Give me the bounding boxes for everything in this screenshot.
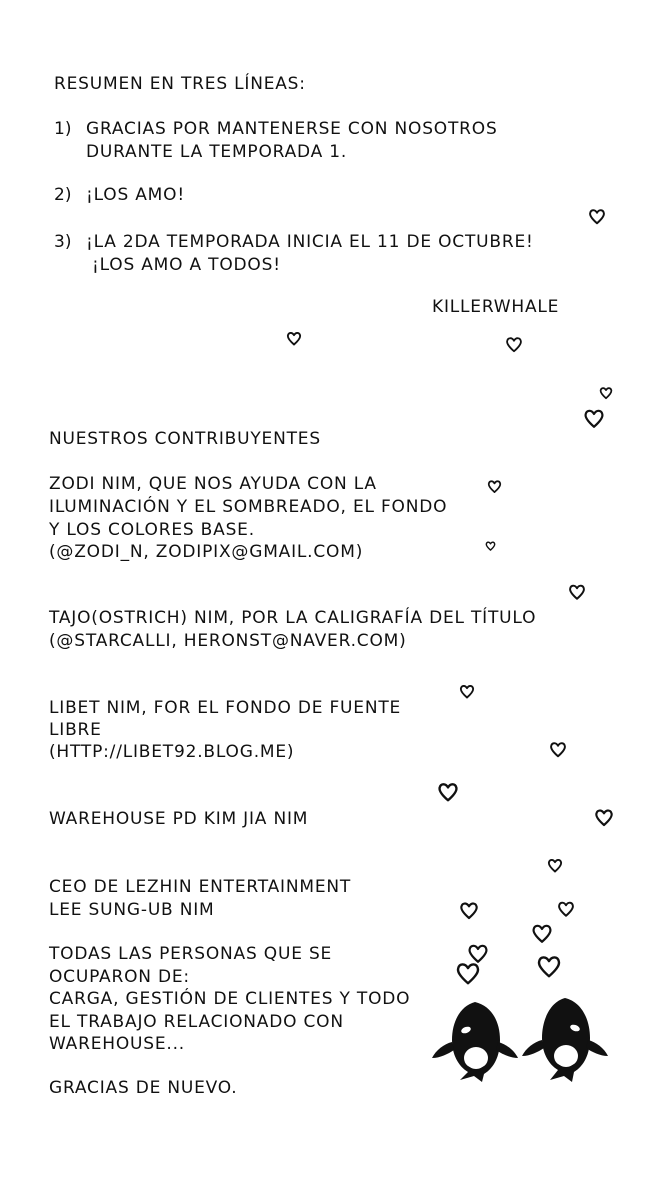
heart-icon xyxy=(549,741,567,758)
heart-icon xyxy=(487,479,502,494)
summary-item-1-line1: GRACIAS POR MANTENERSE CON NOSOTROS xyxy=(86,119,498,139)
heart-icon xyxy=(286,331,302,346)
summary-item-1-line2: DURANTE LA TEMPORADA 1. xyxy=(86,142,348,162)
summary-item-3-line1: ¡LA 2DA TEMPORADA INICIA EL 11 DE OCTUBRE! xyxy=(86,232,534,252)
summary-item-2-number: 2) xyxy=(54,185,72,205)
heart-icon xyxy=(536,954,562,979)
heart-icon xyxy=(594,808,614,827)
heart-icon xyxy=(568,583,586,601)
libet-line1: LIBET NIM, FOR EL FONDO DE FUENTE xyxy=(49,698,402,718)
staff-line2: OCUPARON DE: xyxy=(49,967,190,987)
ceo-line1: CEO DE LEZHIN ENTERTAINMENT xyxy=(49,877,352,897)
staff-line1: TODAS LAS PERSONAS QUE SE xyxy=(49,944,333,964)
staff-line5: WAREHOUSE... xyxy=(49,1034,186,1054)
heart-icon xyxy=(459,684,475,699)
summary-item-1-number: 1) xyxy=(54,119,72,139)
zodi-line1: ZODI NIM, QUE NOS AYUDA CON LA xyxy=(49,474,377,494)
heart-icon xyxy=(599,386,613,400)
summary-item-3-number: 3) xyxy=(54,232,72,252)
heart-icon xyxy=(455,961,481,986)
heart-icon xyxy=(505,336,523,353)
orca-icon xyxy=(520,992,610,1086)
ceo-line2: LEE SUNG-UB NIM xyxy=(49,900,215,920)
summary-heading: RESUMEN EN TRES LÍNEAS: xyxy=(54,74,306,94)
thanks: GRACIAS DE NUEVO. xyxy=(49,1078,238,1098)
zodi-line2: ILUMINACIÓN Y EL SOMBREADO, EL FONDO xyxy=(49,497,448,517)
orca-icon xyxy=(430,996,520,1086)
heart-icon xyxy=(547,857,563,874)
tajo-contact: (@STARCALLI, HERONST@NAVER.COM) xyxy=(49,631,407,651)
heart-icon xyxy=(531,923,553,944)
summary-item-3-line2: ¡LOS AMO A TODOS! xyxy=(92,255,281,275)
zodi-line3: Y LOS COLORES BASE. xyxy=(49,520,255,540)
heart-icon xyxy=(437,781,459,803)
staff-line4: EL TRABAJO RELACIONADO CON xyxy=(49,1012,344,1032)
libet-link: (HTTP://LIBET92.BLOG.ME) xyxy=(49,742,295,762)
tajo-line1: TAJO(OSTRICH) NIM, POR LA CALIGRAFÍA DEL TÍTULO xyxy=(49,608,537,628)
zodi-contact: (@ZODI_N, ZODIPIX@GMAIL.COM) xyxy=(49,542,364,562)
libet-line2: LIBRE xyxy=(49,720,102,740)
heart-icon xyxy=(588,208,606,225)
staff-line3: CARGA, GESTIÓN DE CLIENTES Y TODO xyxy=(49,989,411,1009)
heart-icon xyxy=(459,901,479,920)
contributors-heading: NUESTROS CONTRIBUYENTES xyxy=(49,429,321,449)
heart-icon xyxy=(583,408,605,429)
summary-item-2-line1: ¡LOS AMO! xyxy=(86,185,185,205)
heart-icon xyxy=(485,541,496,551)
signature: KILLERWHALE xyxy=(432,297,560,317)
warehouse-pd: WAREHOUSE PD KIM JIA NIM xyxy=(49,809,309,829)
heart-icon xyxy=(557,900,575,918)
